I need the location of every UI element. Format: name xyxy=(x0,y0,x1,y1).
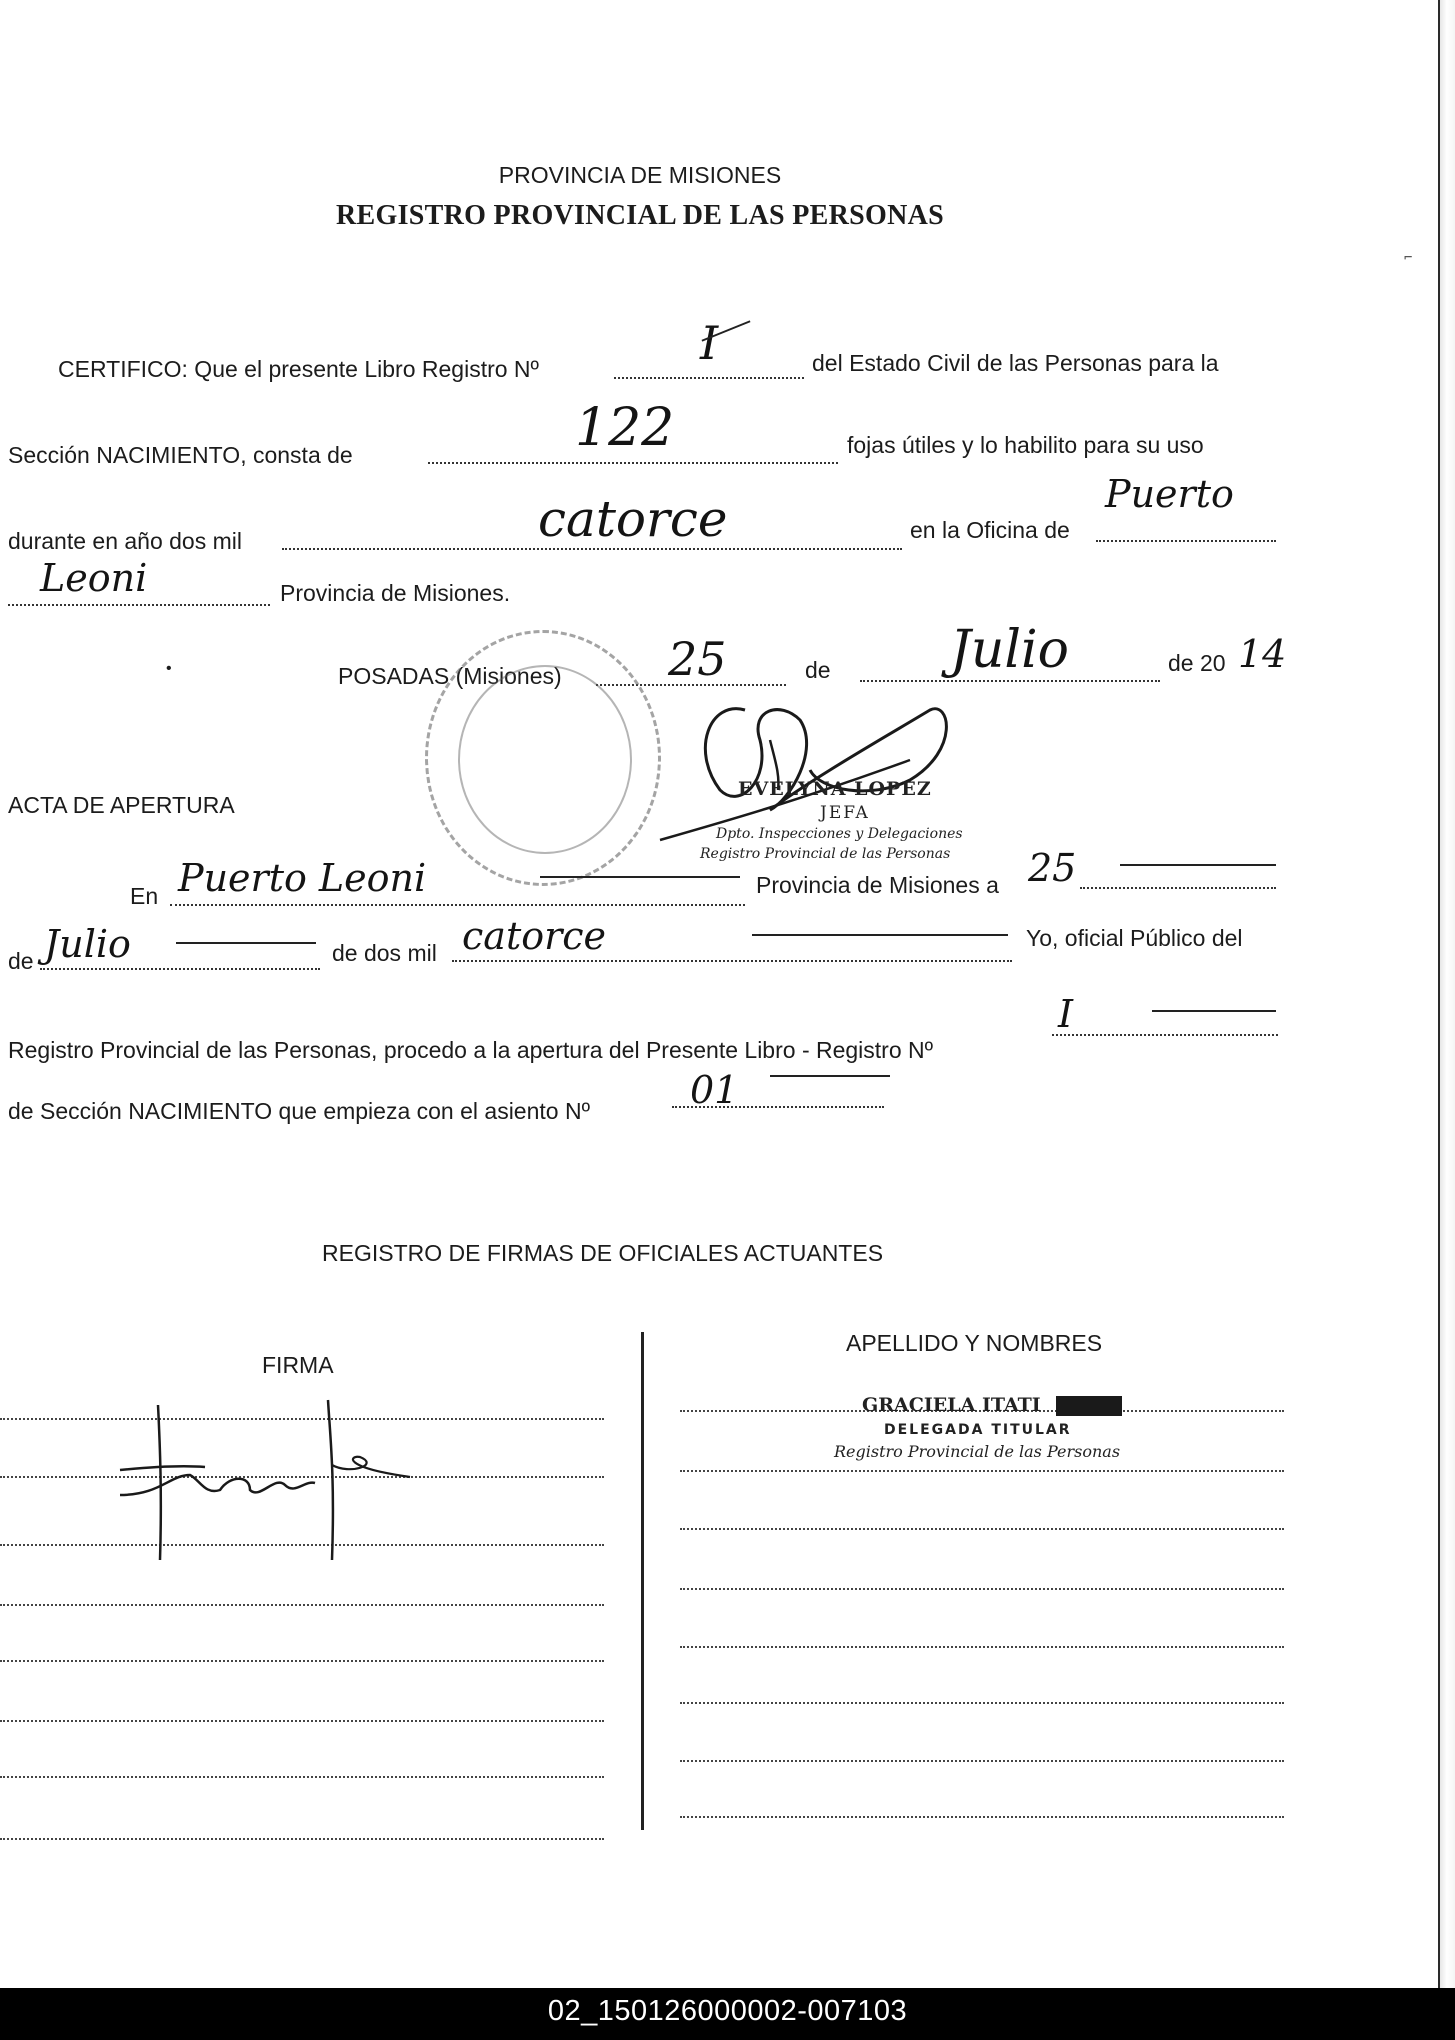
official-seal-inner xyxy=(458,665,632,854)
firmas-col-nombres: APELLIDO Y NOMBRES xyxy=(846,1330,1103,1356)
stamp-org: Registro Provincial de las Personas xyxy=(700,846,951,862)
signature-delegada xyxy=(110,1395,430,1575)
binding-mark: ⌐ xyxy=(1404,250,1413,266)
apertura-en: En xyxy=(130,883,159,909)
apertura-book-number: I xyxy=(1058,992,1074,1036)
book-number-field xyxy=(614,377,804,379)
stamp-role: JEFA xyxy=(820,803,870,823)
nombre-row xyxy=(680,1588,1284,1590)
apertura-line3: Registro Provincial de las Personas, procedo a la apertura del Presente Libro - Registro Nº xyxy=(8,1037,934,1063)
firma-row xyxy=(0,1604,604,1606)
stray-dot: • xyxy=(166,660,172,677)
nombre-row xyxy=(680,1470,1284,1472)
apertura-place-field xyxy=(170,904,745,906)
year-field xyxy=(282,548,902,550)
cert-office-hw: Puerto xyxy=(1105,472,1234,516)
cert-year-words: catorce xyxy=(538,490,728,548)
firma-row xyxy=(0,1776,604,1778)
apertura-yo: Yo, oficial Público del xyxy=(1026,925,1243,951)
firma-row xyxy=(0,1838,604,1840)
signature-jefa xyxy=(650,680,980,850)
cert-line2-suffix: fojas útiles y lo habilito para su uso xyxy=(847,432,1204,458)
firma-row xyxy=(0,1660,604,1662)
cert-month: Julio xyxy=(950,620,1069,680)
column-divider xyxy=(641,1332,644,1830)
apertura-place: Puerto Leoni xyxy=(178,856,427,900)
delegada-role: DELEGADA TITULAR xyxy=(884,1422,1072,1438)
firmas-col-firma: FIRMA xyxy=(262,1352,334,1378)
apertura-line4: de Sección NACIMIENTO que empieza con el asiento Nº xyxy=(8,1098,590,1124)
handwritten-stroke xyxy=(1120,864,1276,866)
cert-line3-prefix: durante en año dos mil xyxy=(8,528,242,554)
cert-line2-prefix: Sección NACIMIENTO, consta de xyxy=(8,442,353,468)
cert-line1-suffix: del Estado Civil de las Personas para la xyxy=(812,350,1219,376)
cert-pages-count: 122 xyxy=(575,398,675,458)
handwritten-stroke xyxy=(176,942,316,944)
apertura-title: ACTA DE APERTURA xyxy=(8,792,235,818)
cert-de-1: de xyxy=(805,657,831,683)
handwritten-stroke xyxy=(770,1075,890,1077)
cert-office-hw-cont: Leoni xyxy=(40,556,148,600)
cert-de-2: de 20 xyxy=(1168,650,1226,676)
delegada-name: GRACIELA ITATI xyxy=(862,1394,1041,1416)
handwritten-stroke xyxy=(540,876,740,878)
cert-office-label: en la Oficina de xyxy=(910,517,1070,543)
nombre-row xyxy=(680,1528,1284,1530)
apertura-entry-number: 01 xyxy=(690,1068,739,1112)
cert-line1-prefix: CERTIFICO: Que el presente Libro Registro Nº xyxy=(58,356,539,382)
handwritten-stroke xyxy=(752,934,1008,936)
pages-field xyxy=(428,462,838,464)
apertura-de: de xyxy=(8,948,34,974)
header-registry: REGISTRO PROVINCIAL DE LAS PERSONAS xyxy=(336,200,944,231)
apertura-prov: Provincia de Misiones a xyxy=(756,872,999,898)
page-edge xyxy=(1438,0,1455,1988)
apertura-year: catorce xyxy=(462,914,607,958)
apertura-year-field xyxy=(452,960,1012,962)
nombre-row xyxy=(680,1816,1284,1818)
firmas-title: REGISTRO DE FIRMAS DE OFICIALES ACTUANTES xyxy=(322,1240,884,1266)
redaction-block xyxy=(1056,1396,1122,1416)
apertura-month-field xyxy=(40,968,320,970)
cert-day: 25 xyxy=(668,632,727,686)
office-field xyxy=(1096,540,1276,542)
apertura-de-dos-mil: de dos mil xyxy=(332,940,437,966)
nombre-row xyxy=(680,1646,1284,1648)
handwritten-stroke xyxy=(1152,1010,1276,1012)
apertura-day-field xyxy=(1080,887,1276,889)
footer-id: 02_150126000002-007103 xyxy=(547,1995,908,2027)
delegada-org: Registro Provincial de las Personas xyxy=(834,1442,1121,1461)
nombre-row xyxy=(680,1760,1284,1762)
apertura-book-field xyxy=(1052,1034,1278,1036)
cert-year-digits: 14 xyxy=(1238,632,1287,676)
header-province: PROVINCIA DE MISIONES xyxy=(498,162,782,188)
nombre-row xyxy=(680,1702,1284,1704)
stamp-dept: Dpto. Inspecciones y Delegaciones xyxy=(716,826,963,842)
apertura-month: Julio xyxy=(44,922,131,966)
office-field-cont xyxy=(8,604,270,606)
cert-book-number: I xyxy=(700,316,719,370)
apertura-day: 25 xyxy=(1028,846,1077,890)
stamp-name: EVELYNA LOPEZ xyxy=(738,778,932,800)
firma-row xyxy=(0,1720,604,1722)
cert-line4-suffix: Provincia de Misiones. xyxy=(280,580,511,606)
cert-place: POSADAS (Misiones) xyxy=(338,663,562,689)
